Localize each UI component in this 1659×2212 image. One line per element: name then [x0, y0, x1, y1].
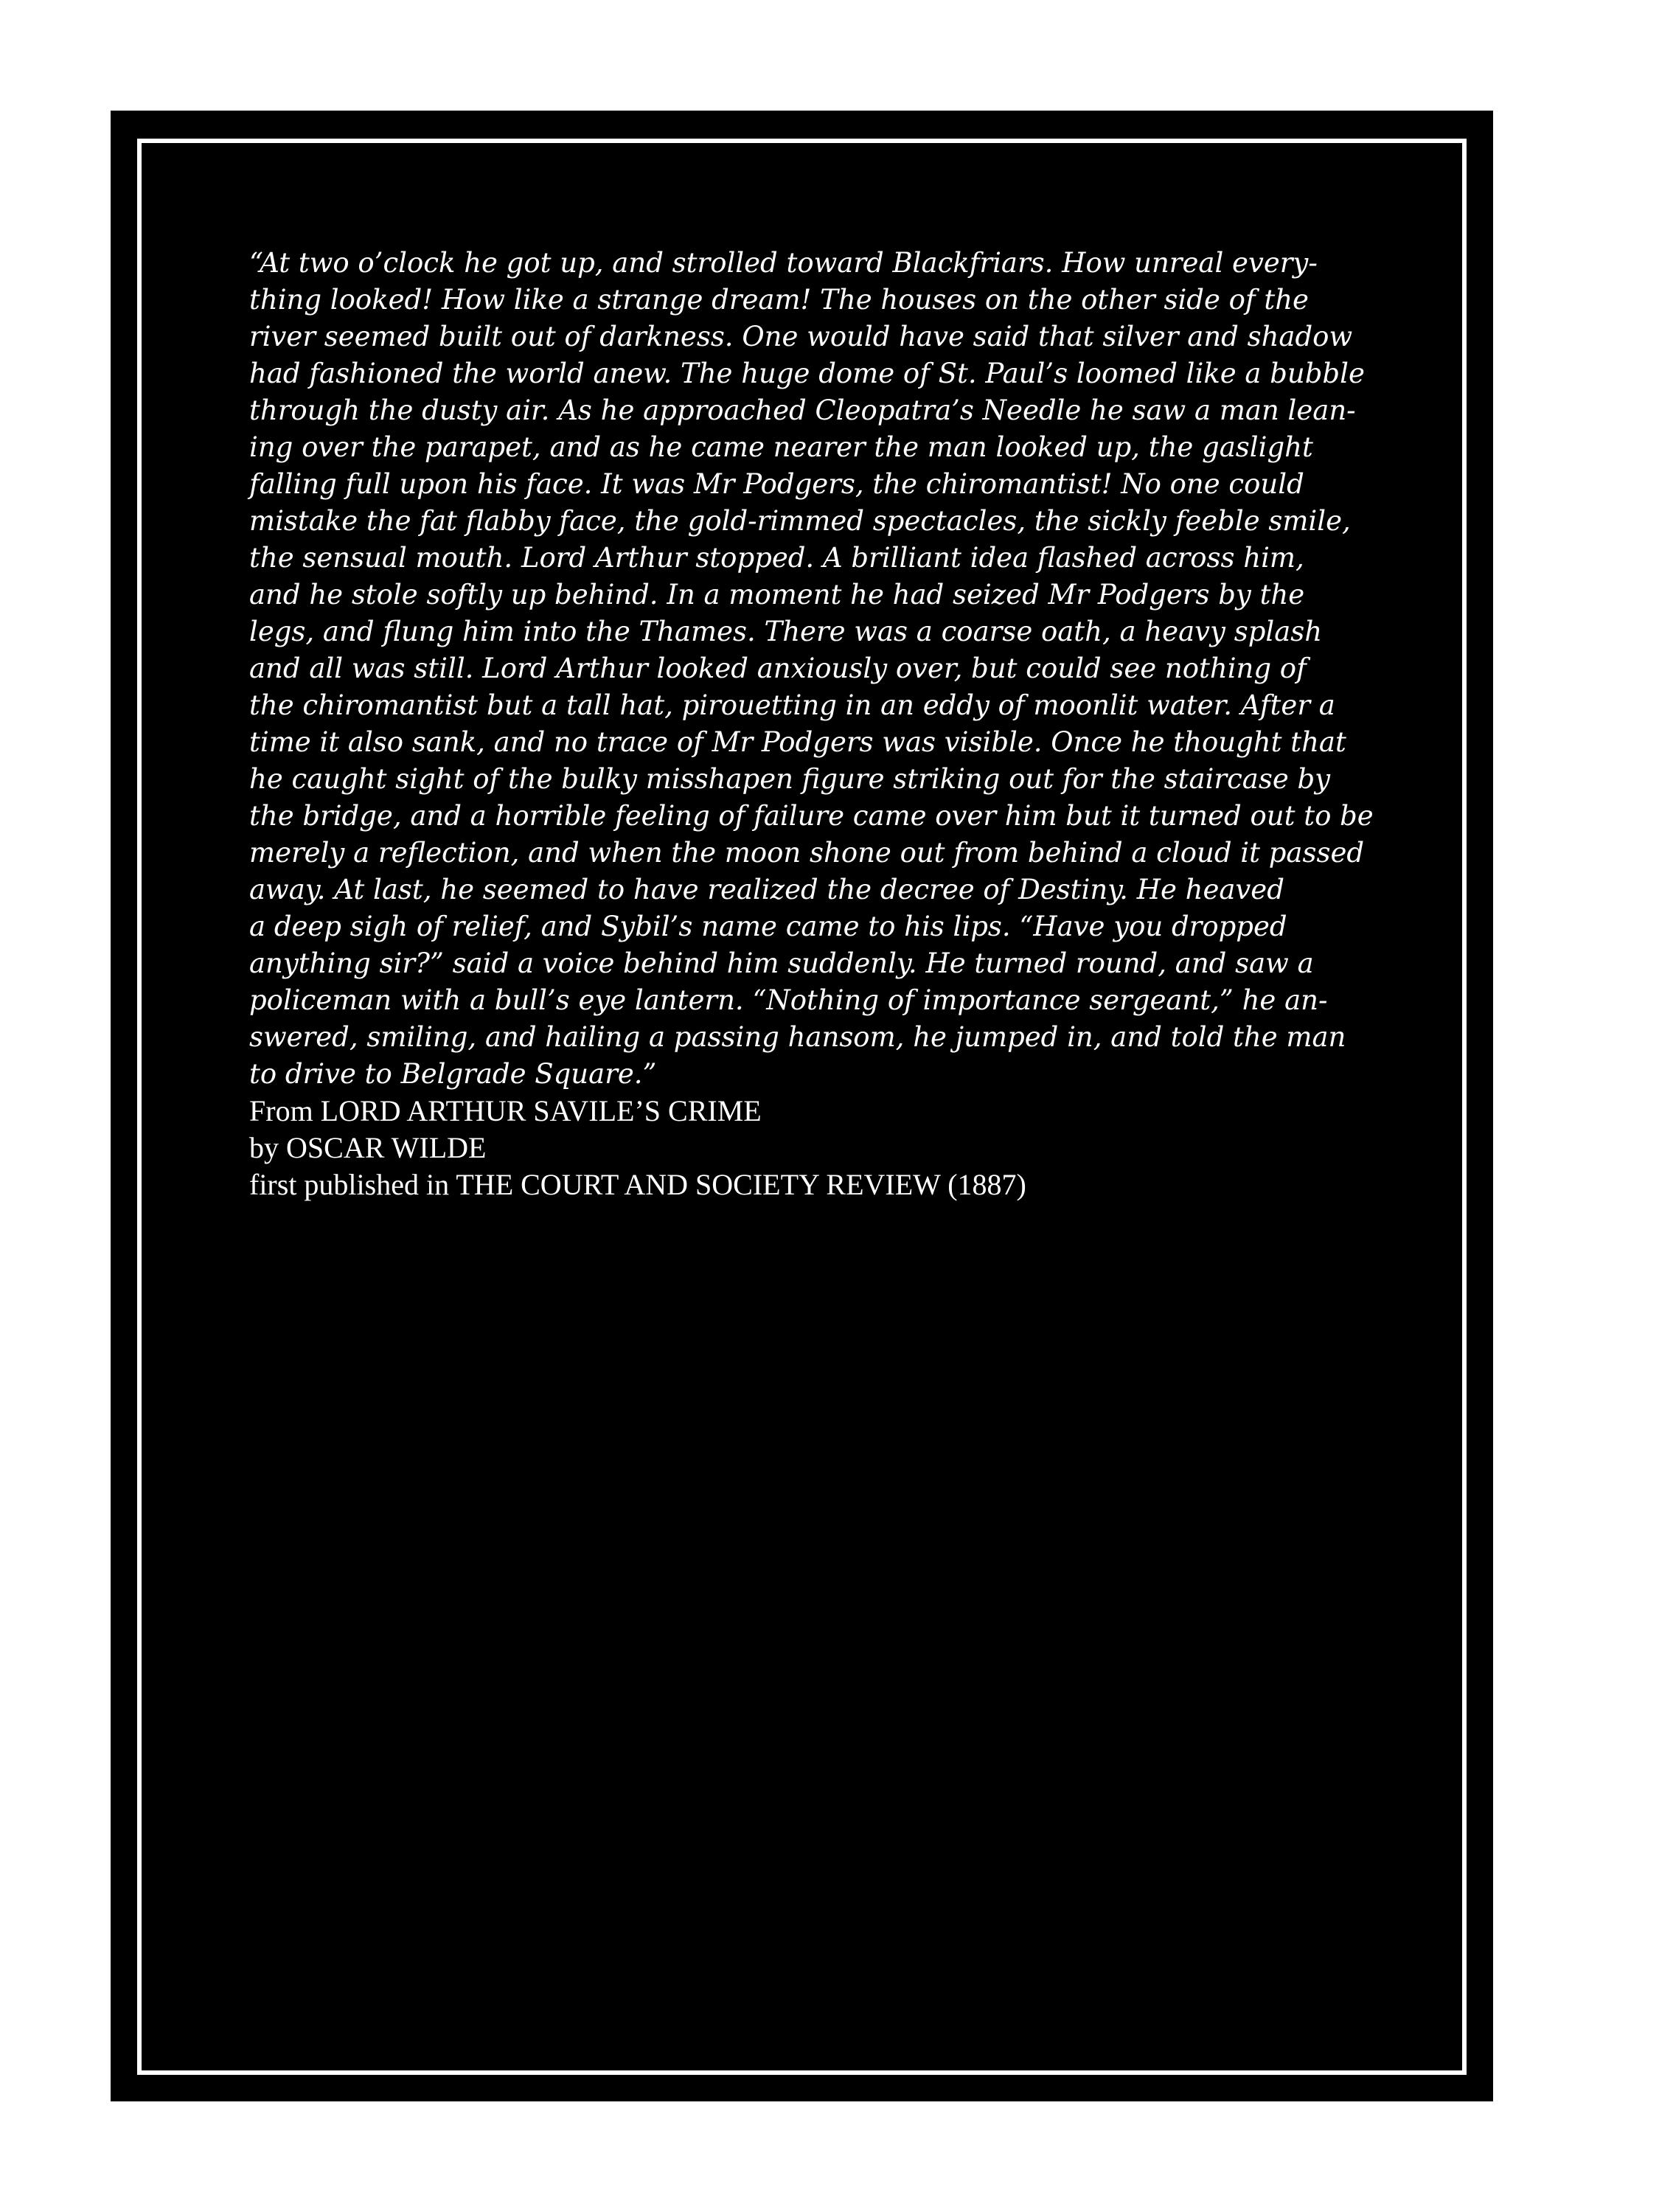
source-title: From LORD ARTHUR SAVILE’S CRIME	[249, 1094, 762, 1127]
quote-line: a deep sigh of relief, and Sybil’s name came to his lips. “Have you dropped	[249, 911, 1287, 942]
quote-line: legs, and flung him into the Thames. There was a coarse oath, a heavy splash	[249, 616, 1323, 647]
quote-line: and all was still. Lord Arthur looked anxiously over, but could see nothing of	[249, 653, 1307, 684]
quote-line: merely a reflection, and when the moon shone out from behind a cloud it passed	[249, 837, 1365, 869]
black-panel	[111, 111, 1493, 2101]
quote-line: he caught sight of the bulky misshapen figure striking out for the staircase by	[249, 763, 1331, 795]
quote-line: time it also sank, and no trace of Mr Podgers was visible. Once he thought that	[249, 726, 1346, 758]
quote-line: falling full upon his face. It was Mr Podgers, the chiromantist! No one could	[249, 468, 1304, 500]
quote-line: to drive to Belgrade Square.”	[249, 1058, 657, 1090]
quote-line: thing looked! How like a strange dream! The houses on the other side of the	[249, 284, 1309, 316]
quote-line: “At two o’clock he got up, and strolled toward Blackfriars. How unreal every-	[249, 247, 1318, 279]
quote-line: anything sir?” said a voice behind him suddenly. He turned round, and saw a	[249, 947, 1314, 979]
quote-line: the bridge, and a horrible feeling of failure came over him but it turned out to be	[249, 800, 1374, 832]
quote-line: the sensual mouth. Lord Arthur stopped. A brilliant idea flashed across him,	[249, 542, 1304, 574]
quote-line: swered, smiling, and hailing a passing hansom, he jumped in, and told the man	[249, 1021, 1346, 1053]
quote-line: mistake the fat flabby face, the gold-rimmed spectacles, the sickly feeble smile,	[249, 505, 1351, 537]
quote-line: had fashioned the world anew. The huge dome of St. Paul’s loomed like a bubble	[249, 358, 1365, 389]
quote-line: policeman with a bull’s eye lantern. “Nothing of importance sergeant,” he an-	[249, 984, 1328, 1016]
quote-line: and he stole softly up behind. In a moment he had seized Mr Podgers by the	[249, 579, 1305, 611]
quote-passage	[249, 245, 1374, 1093]
publication-line: first published in THE COURT AND SOCIETY REVIEW (1887)	[249, 1168, 1026, 1201]
text-block	[249, 245, 1374, 1203]
credits	[249, 1093, 1363, 1203]
author-line: by OSCAR WILDE	[249, 1131, 487, 1164]
quote-line: away. At last, he seemed to have realized the decree of Destiny. He heaved	[249, 874, 1284, 905]
quote-line: river seemed built out of darkness. One would have said that silver and shadow	[249, 321, 1353, 352]
quote-line: ing over the parapet, and as he came nearer the man looked up, the gaslight	[249, 431, 1313, 463]
quote-line: the chiromantist but a tall hat, pirouetting in an eddy of moonlit water. After a	[249, 689, 1335, 721]
quote-line: through the dusty air. As he approached Cleopatra’s Needle he saw a man lean-	[249, 394, 1356, 426]
